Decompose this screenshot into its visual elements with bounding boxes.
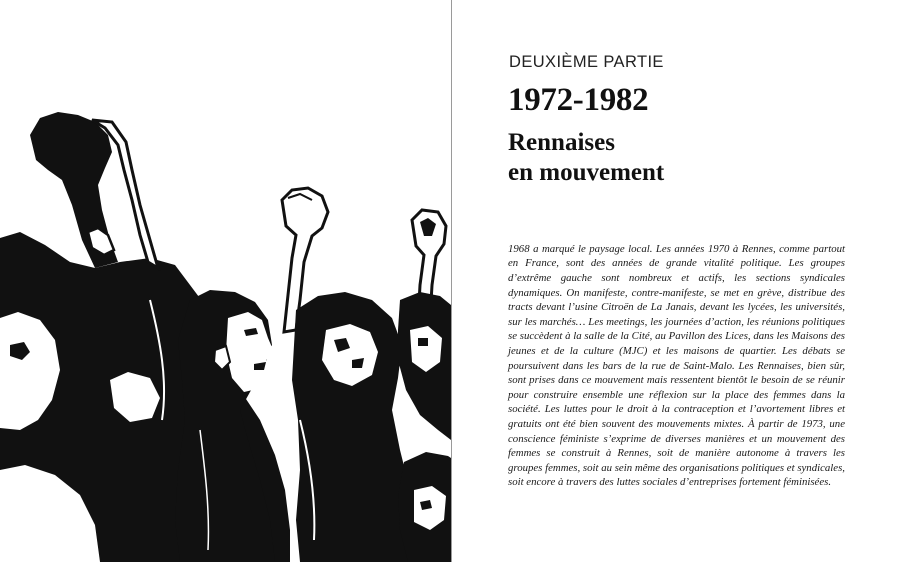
chapter-title-line-1: Rennaises [508,129,615,156]
chapter-title-line-2: en mouvement [508,159,665,186]
chapter-title [508,128,664,188]
years-heading: 1972-1982 [508,82,649,118]
part-label: DEUXIÈME PARTIE [509,53,664,71]
right-page [452,0,900,562]
body-paragraph: 1968 a marqué le paysage local. Les années 1970 à Rennes, comme partout en France, sont des années de grande vitalité politique. Les groupes d’extrême gauche sont nombreux et actifs, les sections syndicales dynamiques. On manifeste, contre-manifeste, se met en grève, distribue des tracts devant l’usine Citroën de La Janais, devant les lycées, les universités, sur les marchés… Les meetings, les journées d’action, les réunions politiques se succèdent à la salle de la Cité, au Pavillon des Lices, dans les Maisons des jeunes et de la culture (MJC) et les maisons de quartier. Les débats se poursuivent dans les bars de la rue de Saint-Malo. Les Rennaises, bien sûr, sont prises dans ce mouvement mais ressentent bientôt le besoin de se réunir pour construire ensemble une réflexion sur la place des femmes dans la société. Les luttes pour le droit à la contraception et l’avortement libres et gratuits ont été bien souvent des mouvements mixtes. À partir de 1973, une conscience féministe s’exprime de diverses manières et un mouvement des femmes se construit à Rennes, soit de manière autonome à travers les groupes femmes, soit au sein même des organisations politiques et syndicales, soit encore à travers des luttes sociales d’entreprises fortement féminisées. [508,242,845,489]
